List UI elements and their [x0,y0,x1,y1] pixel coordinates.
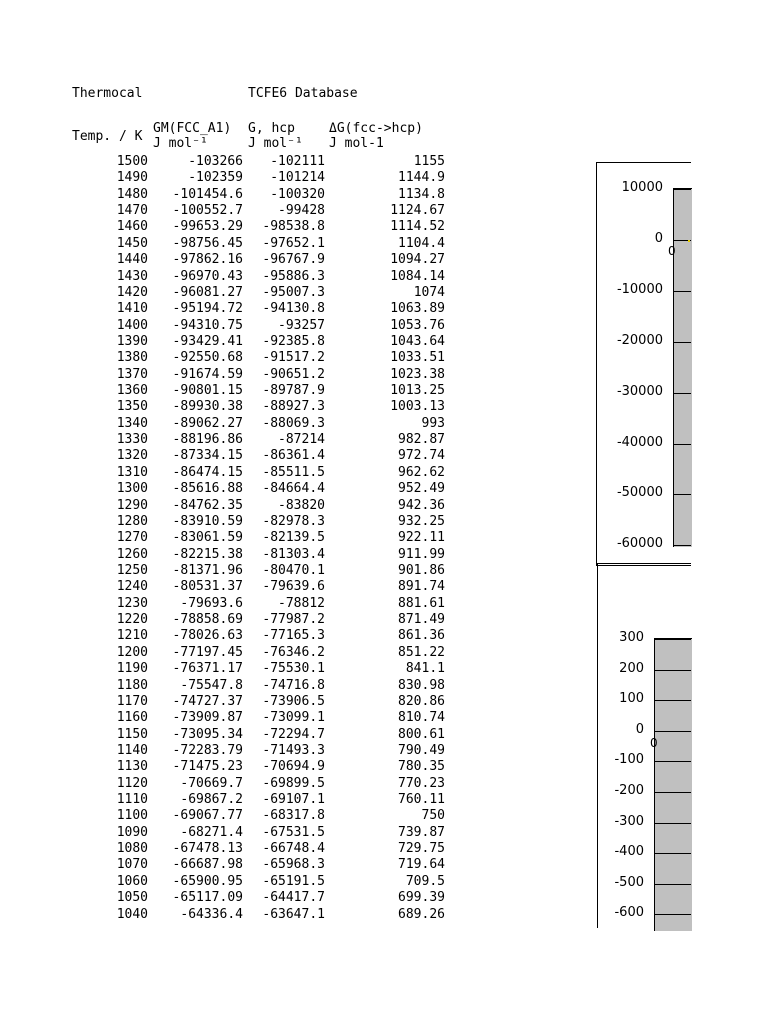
table-row [0,269,460,285]
cell-gm-fcc: -92550.68 [172,350,243,366]
cell-delta-g: 962.62 [398,464,445,480]
cell-temp: 1210 [116,628,148,644]
cell-temp: 1270 [116,530,148,546]
table-row [0,350,460,366]
col-header-dg: ΔG(fcc->hcp) [329,121,423,136]
cell-delta-g: 820.86 [398,693,445,709]
cell-gm-fcc: -82215.38 [172,546,243,562]
cell-temp: 1070 [116,857,148,873]
y-tick-label: -30000 [616,383,663,399]
cell-g-hcp: -94130.8 [262,301,325,317]
table-row [0,563,460,579]
cell-gm-fcc: -65117.09 [172,890,243,906]
cell-gm-fcc: -85616.88 [172,481,243,497]
cell-gm-fcc: -103266 [188,154,243,169]
cell-g-hcp: -91517.2 [262,350,325,366]
cell-g-hcp: -102111 [270,154,325,169]
cell-temp: 1120 [116,775,148,791]
cell-gm-fcc: -75547.8 [180,677,243,693]
cell-temp: 1190 [116,661,148,677]
cell-delta-g: 891.74 [398,579,445,595]
table-row [0,596,460,612]
table-row [0,857,460,873]
cell-temp: 1310 [116,464,148,480]
y-gridline [673,342,691,343]
cell-gm-fcc: -72283.79 [172,742,243,758]
cell-delta-g: 1104.4 [398,235,445,251]
table-row [0,285,460,301]
cell-delta-g: 1124.67 [390,203,445,219]
table-row [0,890,460,906]
cell-temp: 1220 [116,612,148,628]
cell-temp: 1330 [116,432,148,448]
table-row [0,399,460,415]
cell-gm-fcc: -69067.77 [172,808,243,824]
cell-g-hcp: -88069.3 [262,415,325,431]
data-table [0,154,460,923]
table-row [0,334,460,350]
cell-g-hcp: -69899.5 [262,775,325,791]
y-tick-label: -60000 [616,536,663,552]
cell-temp: 1360 [116,383,148,399]
cell-gm-fcc: -64336.4 [180,906,243,922]
table-row [0,628,460,644]
cell-gm-fcc: -69867.2 [180,792,243,808]
cell-g-hcp: -82139.5 [262,530,325,546]
chart-delta-g [597,563,691,928]
y-tick-label: -200 [614,783,644,798]
table-row [0,498,460,514]
cell-gm-fcc: -78026.63 [172,628,243,644]
cell-g-hcp: -84664.4 [262,481,325,497]
cell-temp: 1290 [116,497,148,513]
table-row [0,841,460,857]
cell-g-hcp: -77987.2 [262,612,325,628]
y-gridline [673,189,691,190]
cell-temp: 1260 [116,546,148,562]
table-row [0,743,460,759]
table-row [0,776,460,792]
cell-temp: 1080 [116,841,148,857]
cell-delta-g: 932.25 [398,513,445,529]
cell-g-hcp: -95886.3 [262,268,325,284]
cell-gm-fcc: -74727.37 [172,693,243,709]
cell-delta-g: 942.36 [398,497,445,513]
table-row [0,678,460,694]
cell-gm-fcc: -98756.45 [172,235,243,251]
y-tick-label: -300 [614,813,644,829]
cell-delta-g: 810.74 [398,710,445,726]
cell-temp: 1350 [116,399,148,415]
y-gridline [673,291,691,292]
cell-delta-g: 881.61 [398,595,445,611]
cell-temp: 1340 [116,415,148,431]
cell-delta-g: 1074 [413,284,445,300]
cell-delta-g: 1084.14 [390,268,445,284]
table-row [0,547,460,563]
x-zero-label: 0 [650,736,658,750]
cell-g-hcp: -73099.1 [262,710,325,726]
cell-gm-fcc: -84762.35 [172,497,243,513]
cell-temp: 1040 [116,906,148,922]
y-gridline [654,823,691,824]
cell-g-hcp: -71493.3 [262,742,325,758]
table-row [0,907,460,923]
cell-delta-g: 1144.9 [398,170,445,186]
y-tick-label: -50000 [616,485,663,501]
cell-temp: 1430 [116,268,148,284]
cell-delta-g: 719.64 [398,857,445,873]
table-row [0,448,460,464]
cell-g-hcp: -74716.8 [262,677,325,693]
y-tick-label: -10000 [616,281,663,297]
cell-temp: 1140 [116,742,148,758]
cell-temp: 1380 [116,350,148,366]
y-tick-label: 10000 [621,180,663,195]
cell-gm-fcc: -102359 [188,170,243,186]
cell-delta-g: 1114.52 [390,219,445,235]
cell-delta-g: 729.75 [398,841,445,857]
cell-delta-g: 699.39 [398,890,445,906]
cell-gm-fcc: -65900.95 [172,873,243,889]
cell-g-hcp: -81303.4 [262,546,325,562]
cell-gm-fcc: -83061.59 [172,530,243,546]
y-gridline [673,494,691,495]
cell-delta-g: 1043.64 [390,333,445,349]
y-gridline [673,545,691,546]
cell-gm-fcc: -77197.45 [172,644,243,660]
cell-gm-fcc: -76371.17 [172,661,243,677]
cell-delta-g: 750 [421,808,445,824]
cell-g-hcp: -67531.5 [262,824,325,840]
cell-g-hcp: -63647.1 [262,906,325,922]
cell-g-hcp: -99428 [278,203,325,219]
y-tick-label: 0 [654,230,663,246]
cell-temp: 1250 [116,562,148,578]
cell-g-hcp: -89787.9 [262,383,325,399]
y-tick-label: -20000 [616,332,663,348]
cell-temp: 1280 [116,513,148,529]
table-row [0,236,460,252]
table-row [0,612,460,628]
col-header-gm: GM(FCC_A1) [153,121,232,136]
cell-g-hcp: -65191.5 [262,873,325,889]
y-tick-label: -40000 [616,434,663,450]
y-gridline [654,639,691,640]
table-row [0,383,460,399]
y-tick-label: 100 [619,691,644,707]
col-header-temp: Temp. / K [72,129,143,144]
cell-delta-g: 1063.89 [390,301,445,317]
y-gridline [654,700,691,701]
table-row [0,318,460,334]
col-header-gm-unit: J mol⁻¹ [153,136,208,151]
cell-gm-fcc: -100552.7 [172,203,243,219]
cell-delta-g: 1134.8 [398,186,445,202]
table-row [0,203,460,219]
cell-g-hcp: -78812 [278,595,325,611]
cell-temp: 1130 [116,759,148,775]
cell-g-hcp: -80470.1 [262,562,325,578]
cell-g-hcp: -88927.3 [262,399,325,415]
cell-g-hcp: -92385.8 [262,333,325,349]
cell-delta-g: 830.98 [398,677,445,693]
cell-temp: 1400 [116,317,148,333]
x-zero-label: 0 [668,244,676,258]
col-header-dg-unit: J mol-1 [329,136,384,151]
cell-gm-fcc: -70669.7 [180,775,243,791]
y-gridline [654,731,691,732]
cell-temp: 1180 [116,677,148,693]
cell-delta-g: 739.87 [398,824,445,840]
cell-delta-g: 1155 [413,154,445,169]
table-row [0,530,460,546]
cell-g-hcp: -75530.1 [262,661,325,677]
cell-g-hcp: -70694.9 [262,759,325,775]
cell-delta-g: 760.11 [398,792,445,808]
cell-temp: 1320 [116,448,148,464]
cell-temp: 1460 [116,219,148,235]
table-row [0,792,460,808]
cell-delta-g: 1003.13 [390,399,445,415]
cell-delta-g: 911.99 [398,546,445,562]
cell-g-hcp: -77165.3 [262,628,325,644]
cell-g-hcp: -95007.3 [262,284,325,300]
table-row [0,481,460,497]
cell-temp: 1100 [116,808,148,824]
cell-gm-fcc: -67478.13 [172,841,243,857]
cell-temp: 1410 [116,301,148,317]
cell-delta-g: 1053.76 [390,317,445,333]
cell-delta-g: 689.26 [398,906,445,922]
cell-temp: 1110 [116,792,148,808]
cell-g-hcp: -69107.1 [262,792,325,808]
cell-g-hcp: -93257 [278,317,325,333]
cell-temp: 1300 [116,481,148,497]
cell-temp: 1230 [116,595,148,611]
table-row [0,170,460,186]
cell-g-hcp: -97652.1 [262,235,325,251]
table-row [0,219,460,235]
col-header-g-unit: J mol⁻¹ [248,136,303,151]
cell-delta-g: 993 [421,415,445,431]
cell-g-hcp: -96767.9 [262,252,325,268]
cell-temp: 1160 [116,710,148,726]
chart-gibbs-energy [596,162,691,566]
cell-g-hcp: -86361.4 [262,448,325,464]
plot-area [654,638,692,931]
cell-gm-fcc: -71475.23 [172,759,243,775]
cell-delta-g: 770.23 [398,775,445,791]
cell-gm-fcc: -80531.37 [172,579,243,595]
cell-delta-g: 841.1 [405,661,445,677]
cell-g-hcp: -85511.5 [262,464,325,480]
cell-delta-g: 922.11 [398,530,445,546]
cell-g-hcp: -73906.5 [262,693,325,709]
cell-temp: 1170 [116,693,148,709]
cell-gm-fcc: -95194.72 [172,301,243,317]
cell-g-hcp: -68317.8 [262,808,325,824]
cell-gm-fcc: -79693.6 [180,595,243,611]
table-row [0,727,460,743]
cell-gm-fcc: -89062.27 [172,415,243,431]
cell-gm-fcc: -101454.6 [172,186,243,202]
cell-delta-g: 709.5 [405,873,445,889]
cell-g-hcp: -79639.6 [262,579,325,595]
cell-gm-fcc: -66687.98 [172,857,243,873]
cell-temp: 1490 [116,170,148,186]
table-row [0,645,460,661]
cell-gm-fcc: -87334.15 [172,448,243,464]
cell-temp: 1060 [116,873,148,889]
cell-delta-g: 1094.27 [390,252,445,268]
cell-delta-g: 952.49 [398,481,445,497]
cell-g-hcp: -83820 [278,497,325,513]
y-tick-label: -600 [614,905,644,921]
cell-temp: 1470 [116,203,148,219]
cell-g-hcp: -101214 [270,170,325,186]
cell-temp: 1390 [116,333,148,349]
table-row [0,367,460,383]
cell-delta-g: 790.49 [398,742,445,758]
table-row [0,252,460,268]
cell-gm-fcc: -89930.38 [172,399,243,415]
cell-delta-g: 800.61 [398,726,445,742]
cell-temp: 1420 [116,284,148,300]
table-row [0,416,460,432]
cell-gm-fcc: -73909.87 [172,710,243,726]
cell-g-hcp: -82978.3 [262,513,325,529]
cell-delta-g: 1013.25 [390,383,445,399]
y-tick-label: -100 [614,752,644,768]
cell-gm-fcc: -88196.86 [172,432,243,448]
cell-delta-g: 972.74 [398,448,445,464]
cell-gm-fcc: -83910.59 [172,513,243,529]
cell-gm-fcc: -96970.43 [172,268,243,284]
table-row [0,187,460,203]
cell-gm-fcc: -99653.29 [172,219,243,235]
y-gridline [654,761,691,762]
cell-temp: 1500 [116,154,148,169]
cell-delta-g: 1023.38 [390,366,445,382]
cell-temp: 1090 [116,824,148,840]
table-row [0,874,460,890]
cell-delta-g: 901.86 [398,562,445,578]
y-gridline [654,884,691,885]
database-label: TCFE6 Database [248,86,358,101]
table-row [0,808,460,824]
cell-delta-g: 861.36 [398,628,445,644]
table-row [0,661,460,677]
cell-delta-g: 871.49 [398,612,445,628]
cell-gm-fcc: -93429.41 [172,333,243,349]
y-tick-label: -500 [614,874,644,890]
y-tick-label: 200 [619,660,644,676]
cell-temp: 1450 [116,235,148,251]
table-row [0,759,460,775]
cell-gm-fcc: -73095.34 [172,726,243,742]
cell-g-hcp: -98538.8 [262,219,325,235]
cell-temp: 1200 [116,644,148,660]
cell-delta-g: 780.35 [398,759,445,775]
cell-gm-fcc: -78858.69 [172,612,243,628]
source-label: Thermocal [72,86,143,101]
cell-g-hcp: -72294.7 [262,726,325,742]
cell-g-hcp: -100320 [270,186,325,202]
table-row [0,301,460,317]
table-row [0,432,460,448]
cell-g-hcp: -66748.4 [262,841,325,857]
cell-temp: 1480 [116,186,148,202]
cell-temp: 1240 [116,579,148,595]
cell-delta-g: 982.87 [398,432,445,448]
cell-g-hcp: -90651.2 [262,366,325,382]
table-row [0,710,460,726]
cell-delta-g: 1033.51 [390,350,445,366]
y-tick-label: -400 [614,844,644,860]
y-gridline [654,670,691,671]
y-gridline [673,393,691,394]
table-row [0,514,460,530]
cell-gm-fcc: -90801.15 [172,383,243,399]
col-header-g: G, hcp [248,121,295,136]
cell-delta-g: 851.22 [398,644,445,660]
table-row [0,694,460,710]
cell-gm-fcc: -91674.59 [172,366,243,382]
table-row [0,825,460,841]
table-row [0,465,460,481]
y-tick-label: 300 [619,630,644,645]
cell-gm-fcc: -81371.96 [172,562,243,578]
y-gridline [654,914,691,915]
cell-temp: 1440 [116,252,148,268]
cell-temp: 1050 [116,890,148,906]
cell-g-hcp: -64417.7 [262,890,325,906]
cell-g-hcp: -65968.3 [262,857,325,873]
cell-gm-fcc: -94310.75 [172,317,243,333]
cell-gm-fcc: -97862.16 [172,252,243,268]
table-row [0,154,460,170]
cell-gm-fcc: -68271.4 [180,824,243,840]
y-gridline [654,853,691,854]
y-tick-label: 0 [635,721,644,737]
y-gridline [654,792,691,793]
table-row [0,579,460,595]
series-marker [688,240,690,242]
cell-gm-fcc: -96081.27 [172,284,243,300]
y-gridline [673,444,691,445]
cell-temp: 1150 [116,726,148,742]
cell-gm-fcc: -86474.15 [172,464,243,480]
cell-g-hcp: -76346.2 [262,644,325,660]
cell-temp: 1370 [116,366,148,382]
cell-g-hcp: -87214 [278,432,325,448]
